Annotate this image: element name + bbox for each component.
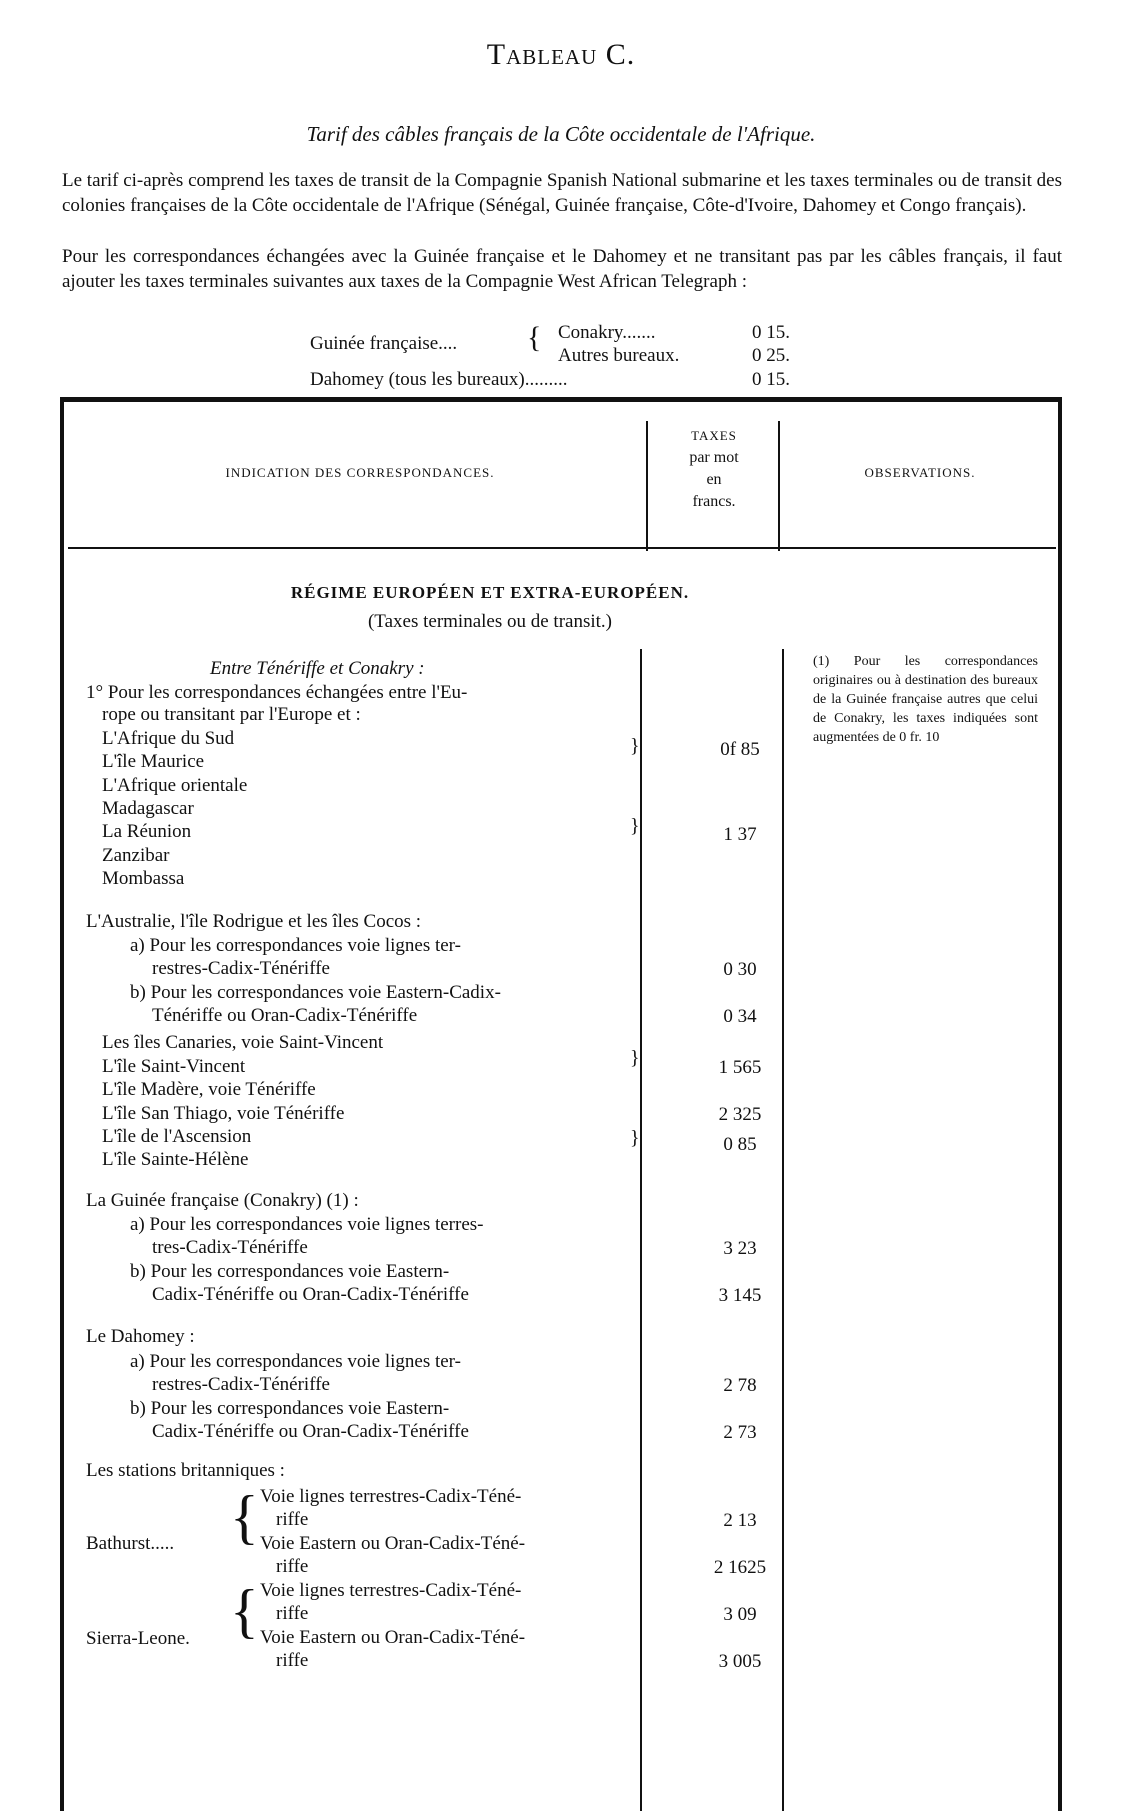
row-text: Cadix-Ténériffe ou Oran-Cadix-Ténériffe — [152, 1284, 469, 1305]
row-ascension: L'île de l'Ascension — [102, 1126, 252, 1147]
tax-value: 0 34 — [723, 1006, 757, 1027]
tax-value: 0f 85 — [720, 739, 760, 760]
tax-value: 1 37 — [723, 824, 757, 845]
row-text: b) Pour les correspondances voie Eastern- — [130, 1398, 450, 1419]
terminal-conakry-value: 0 15. — [752, 322, 790, 343]
header-observations: OBSERVATIONS. — [864, 465, 976, 480]
row-text: riffe — [276, 1509, 309, 1530]
brace-glyph: { — [230, 1578, 259, 1644]
tax-value: 2 1625 — [713, 1557, 767, 1578]
row-san-thiago: L'île San Thiago, voie Ténériffe — [102, 1103, 345, 1124]
row-afrique-sud: L'Afrique du Sud — [102, 728, 235, 749]
terminal-guinee-label: Guinée française.... — [310, 333, 458, 354]
row-sainte-helene: L'île Sainte-Hélène — [102, 1149, 249, 1170]
row-text: restres-Cadix-Ténériffe — [152, 1374, 330, 1395]
tax-value: 3 09 — [723, 1604, 757, 1625]
header-taxes-line-3: en — [706, 471, 722, 488]
row-text: tres-Cadix-Ténériffe — [152, 1237, 308, 1258]
terminal-autres: Autres bureaux. — [558, 345, 680, 366]
row-text: a) Pour les correspondances voie lignes ter- — [130, 1351, 461, 1372]
row-zanzibar: Zanzibar — [102, 845, 170, 866]
tax-value: 1 565 — [718, 1057, 762, 1078]
brace-glyph: } — [630, 815, 640, 837]
row-text: a) Pour les correspondances voie lignes terres- — [130, 1214, 484, 1235]
header-taxes-line-2: par mot — [689, 449, 739, 466]
page-title: Tableau C. — [486, 38, 636, 71]
tax-value: 0 30 — [723, 959, 757, 980]
row-madagascar: Madagascar — [102, 798, 194, 819]
header-taxes — [652, 425, 776, 513]
row-madere: L'île Madère, voie Ténériffe — [102, 1079, 316, 1100]
row-saint-vincent: L'île Saint-Vincent — [102, 1056, 246, 1077]
row-text: 1° Pour les correspondances échangées entre l'Eu- — [86, 682, 468, 703]
row-reunion: La Réunion — [102, 821, 192, 842]
brace-glyph: { — [230, 1484, 259, 1550]
header-divider-2 — [778, 421, 780, 551]
observation-note: (1) Pour les correspondances originaires ou à destination des bureaux de la Guinée française autres que celui de Conakry, les taxes indiquées sont augmentées de 0 fr. 10 — [813, 654, 1038, 745]
row-maurice: L'île Maurice — [102, 751, 205, 772]
row-sierra-leone: Sierra-Leone. — [86, 1628, 190, 1649]
instruction-paragraph: Pour les correspondances échangées avec la Guinée française et le Dahomey et ne transitant pas par les câbles français, il faut ajouter les taxes terminales suivantes aux taxes de la Compagnie West African Telegraph : — [62, 246, 1062, 292]
row-bathurst: Bathurst..... — [86, 1533, 175, 1554]
terminal-autres-value: 0 25. — [752, 345, 790, 366]
header-taxes-line-4: francs. — [692, 493, 736, 510]
brace-glyph: } — [630, 1047, 640, 1069]
row-dahomey: Le Dahomey : — [86, 1326, 195, 1347]
row-canaries: Les îles Canaries, voie Saint-Vincent — [102, 1032, 384, 1053]
row-text: riffe — [276, 1650, 309, 1671]
tax-value: 0 85 — [723, 1134, 757, 1155]
page-subtitle: Tarif des câbles français de la Côte occidentale de l'Afrique. — [306, 122, 816, 146]
tariff-table — [60, 397, 1062, 1811]
brace-glyph: { — [527, 321, 542, 354]
row-text: restres-Cadix-Ténériffe — [152, 958, 330, 979]
tax-value: 2 13 — [723, 1510, 757, 1531]
row-text: Voie lignes terrestres-Cadix-Téné- — [260, 1486, 522, 1507]
header-bottom-rule — [68, 547, 1056, 549]
row-text: Voie Eastern ou Oran-Cadix-Téné- — [260, 1627, 526, 1648]
column-divider-1 — [640, 649, 642, 1811]
row-text: Voie Eastern ou Oran-Cadix-Téné- — [260, 1533, 526, 1554]
row-text: Voie lignes terrestres-Cadix-Téné- — [260, 1580, 522, 1601]
row-text: b) Pour les correspondances voie Eastern- — [130, 1261, 450, 1282]
row-text: riffe — [276, 1556, 309, 1577]
terminal-conakry: Conakry....... — [558, 322, 656, 343]
row-australie: L'Australie, l'île Rodrigue et les îles Cocos : — [86, 911, 422, 932]
header-divider-1 — [646, 421, 648, 551]
row-text: b) Pour les correspondances voie Eastern-Cadix- — [130, 982, 501, 1003]
tax-value: 2 73 — [723, 1422, 757, 1443]
row-heading: Entre Ténériffe et Conakry : — [210, 658, 425, 679]
terminal-dahomey-value: 0 15. — [752, 369, 790, 390]
row-mombassa: Mombassa — [102, 868, 185, 889]
regime-subtitle: (Taxes terminales ou de transit.) — [367, 611, 612, 632]
tax-value: 2 325 — [718, 1104, 762, 1125]
row-text: Ténériffe ou Oran-Cadix-Ténériffe — [152, 1005, 418, 1026]
intro-paragraph: Le tarif ci-après comprend les taxes de transit de la Compagnie Spanish National submarine et les taxes terminales ou de transit des colonies françaises de la Côte occidentale de l'Afrique (Sénégal, Guinée française, Côte-d'Ivoire, Dahomey et Congo français). — [62, 170, 1062, 216]
tax-value: 3 23 — [723, 1238, 757, 1259]
tax-value: 2 78 — [723, 1375, 757, 1396]
table-left-rule — [60, 397, 64, 1811]
tax-value: 3 145 — [718, 1285, 762, 1306]
regime-title: RÉGIME EUROPÉEN ET EXTRA-EUROPÉEN. — [290, 583, 690, 602]
brace-glyph: } — [630, 1127, 640, 1149]
terminal-dahomey: Dahomey (tous les bureaux)......... — [310, 369, 568, 390]
row-afrique-orientale: L'Afrique orientale — [102, 775, 248, 796]
row-text: riffe — [276, 1603, 309, 1624]
row-text: rope ou transitant par l'Europe et : — [102, 704, 361, 725]
row-text: Cadix-Ténériffe ou Oran-Cadix-Ténériffe — [152, 1421, 469, 1442]
table-right-rule — [1058, 397, 1062, 1811]
row-text: a) Pour les correspondances voie lignes ter- — [130, 935, 461, 956]
row-guinee: La Guinée française (Conakry) (1) : — [86, 1190, 359, 1211]
header-indication: INDICATION DES CORRESPONDANCES. — [225, 465, 495, 480]
row-stations: Les stations britanniques : — [86, 1460, 285, 1481]
tax-value: 3 005 — [718, 1651, 762, 1672]
header-taxes-line-1: TAXES — [691, 428, 737, 443]
brace-glyph: } — [630, 735, 640, 757]
table-top-rule — [60, 397, 1062, 402]
